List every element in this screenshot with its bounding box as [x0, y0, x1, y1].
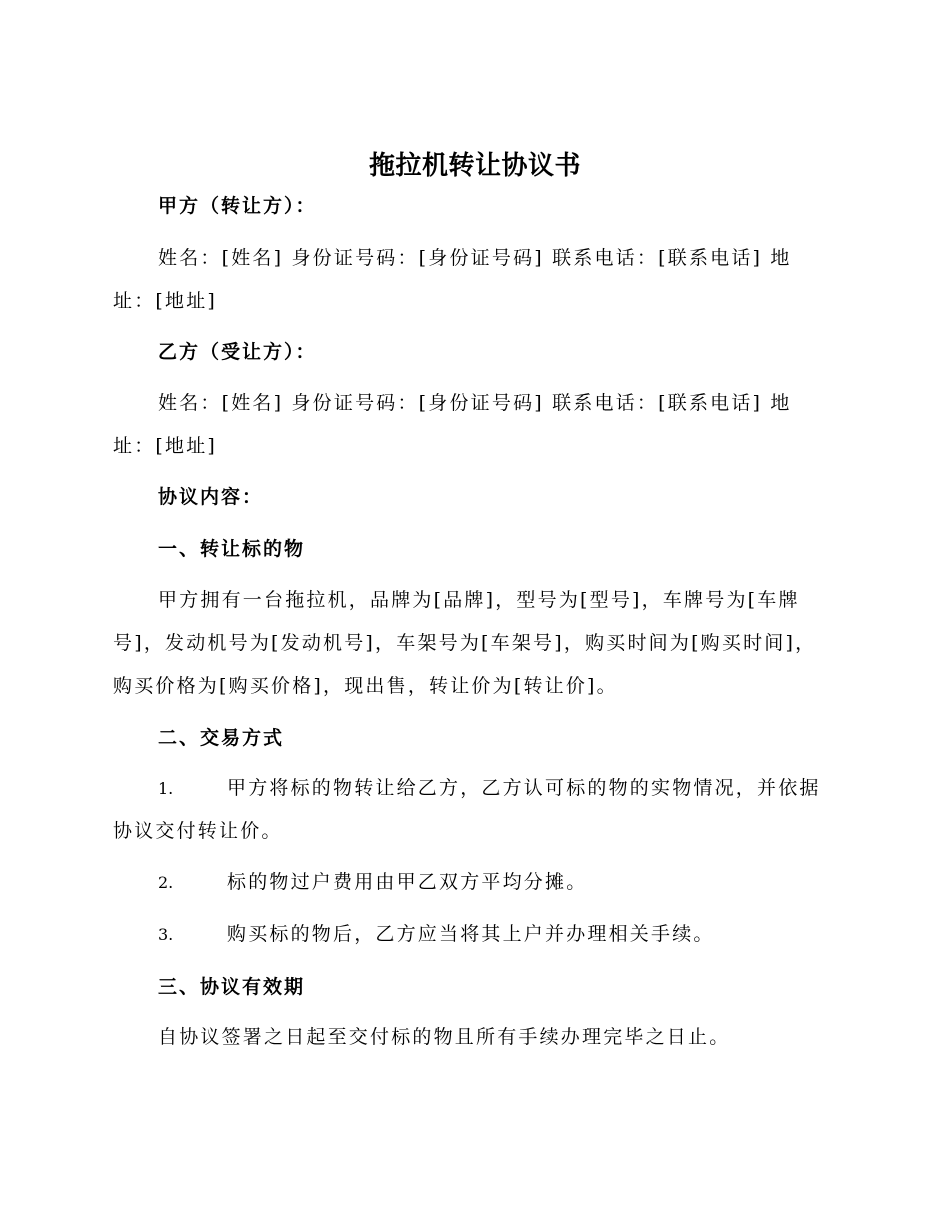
section1-heading: 一、转让标的物: [158, 538, 306, 560]
list-item: [113, 861, 833, 904]
party-a-heading: 甲方（转让方）：: [158, 195, 317, 217]
list-item-text: 标的物过户费用由甲乙双方平均分摊。: [227, 871, 588, 893]
list-item-number: 2.: [158, 873, 174, 892]
list-item-number: 3.: [158, 925, 174, 944]
party-b-heading: 乙方（受让方）：: [158, 341, 317, 363]
content-heading: 协议内容：: [158, 486, 264, 508]
list-item: [113, 913, 833, 956]
party-a-info: 姓名：[姓名] 身份证号码：[身份证号码] 联系电话：[联系电话] 地址：[地址]: [113, 247, 792, 312]
section3-text: 自协议签署之日起至交付标的物且所有手续办理完毕之日止。: [158, 1026, 731, 1048]
document-title: 拖拉机转让协议书: [368, 151, 581, 181]
list-item: [113, 767, 833, 853]
list-item-number: 1.: [158, 779, 174, 798]
section1-text: 甲方拥有一台拖拉机，品牌为[品牌]，型号为[型号]，车牌号为[车牌号]，发动机号为[发动机号]，车架号为[车架号]，购买时间为[购买时间]，购买价格为[购买价格]，现出售，转让价为[转让价]。: [113, 589, 817, 697]
list-item-text: 购买标的物后，乙方应当将其上户并办理相关手续。: [227, 923, 715, 945]
list-item-text: 甲方将标的物转让给乙方，乙方认可标的物的实物情况，并依据协议交付转让价。: [113, 777, 821, 842]
section2-heading: 二、交易方式: [158, 727, 285, 749]
party-b-info: 姓名：[姓名] 身份证号码：[身份证号码] 联系电话：[联系电话] 地址：[地址]: [113, 392, 792, 457]
section3-heading: 三、协议有效期: [158, 976, 306, 998]
